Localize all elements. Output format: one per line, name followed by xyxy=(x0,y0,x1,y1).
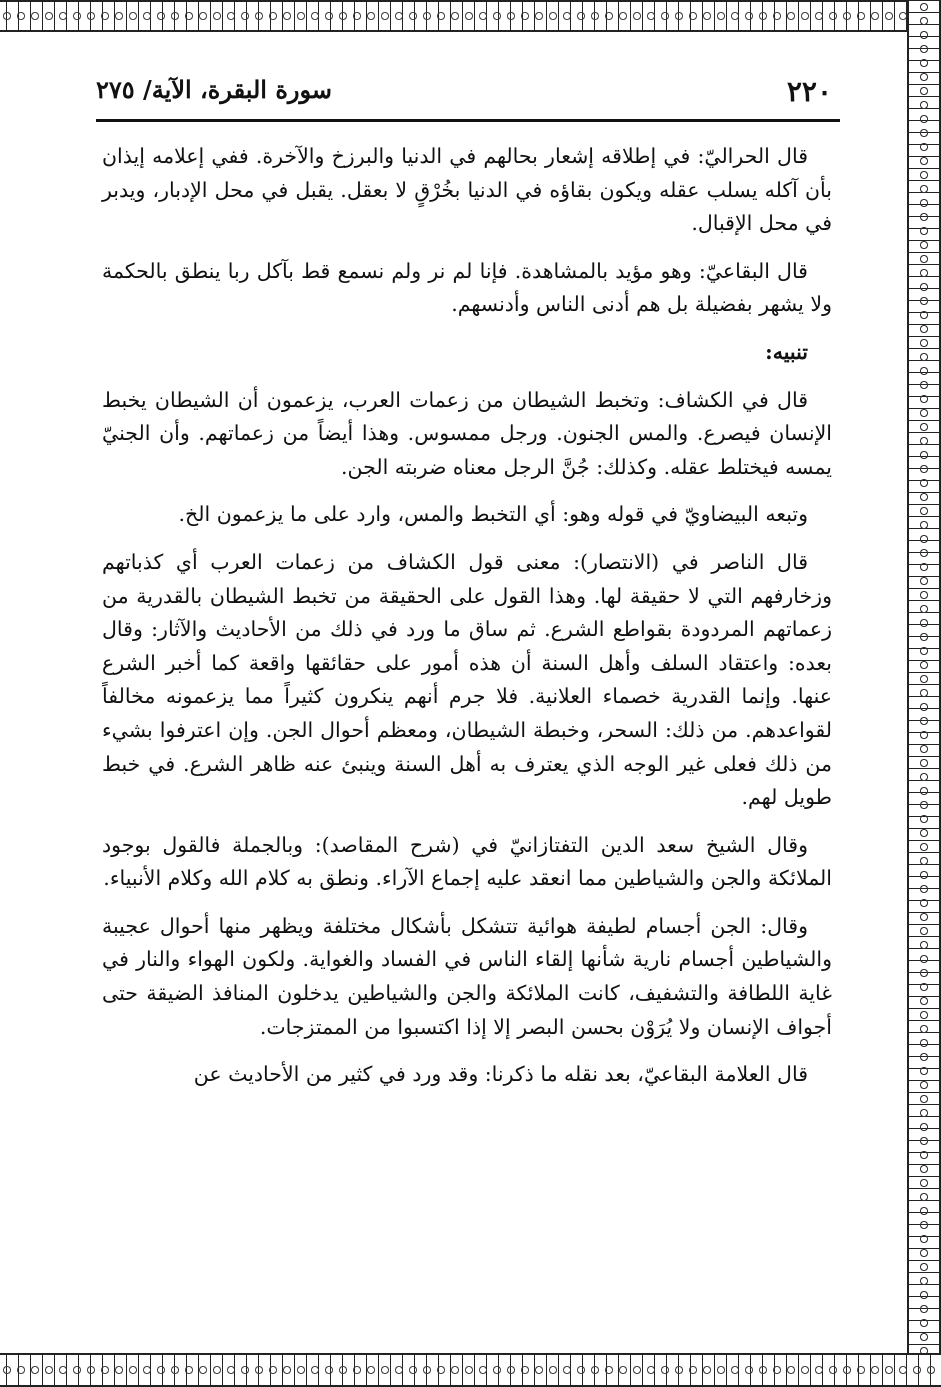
paragraph-taftazani: وقال الشيخ سعد الدين التفتازانيّ في (شرح المقاصد): وبالجملة فالقول بوجود الملائكة والجن والشياطين مما انعقد عليه إجماع الآراء. ونطق به كلام الله وكلام الأنبياء. xyxy=(102,832,832,891)
ornamental-border-top xyxy=(0,0,941,32)
ornamental-border-right xyxy=(907,0,941,1387)
ornamental-border-bottom xyxy=(0,1353,941,1387)
paragraph-baydawi: وتبعه البيضاويّ في قوله وهو: أي التخبط والمس، وارد على ما يزعمون الخ. xyxy=(178,502,808,527)
paragraph-biqai: قال البقاعيّ: وهو مؤيد بالمشاهدة. فإنا لم نر ولم نسمع قط بآكل ربا ينطق بالحكمة ولا يشهر بفضيلة بل هم أدنى الناس وأدنسهم. xyxy=(102,258,832,317)
paragraph-jinn: وقال: الجن أجسام لطيفة هوائية تتشكل بأشكال مختلفة ويظهر منها أحوال عجيبة والشياطين أجسام نارية شأنها إلقاء الناس في الفساد والغواية. ولكون الهواء والنار في غاية اللطافة والتشفيف، كانت الملائكة والجن والشياطين يدخلون المنافذ الضيقة حتى أجواف الإنسان ولا يُرَوْن بحسن البصر إلا إذا اكتسبوا من الممتزجات. xyxy=(102,913,832,1039)
page-header xyxy=(96,75,840,122)
book-page xyxy=(60,60,840,1320)
running-title: سورة البقرة، الآية/ ٢٧٥ xyxy=(96,75,333,104)
paragraph-biqai-ahadith: قال العلامة البقاعيّ، بعد نقله ما ذكرنا: وقد ورد في كثير من الأحاديث عن xyxy=(193,1062,808,1087)
section-heading-tanbih: تنبيه: xyxy=(765,339,808,364)
page-body xyxy=(102,140,832,1092)
paragraph-harali: قال الحراليّ: في إطلاقه إشعار بحالهم في الدنيا والبرزخ والآخرة. ففي إعلامه إيذان بأن آكله يسلب عقله ويكون بقاؤه في الدنيا بخُرْقٍ لا بعقل. يقبل في محل الإدبار، ويدبر في محل الإقبال. xyxy=(102,144,832,236)
paragraph-nasir: قال الناصر في (الانتصار): معنى قول الكشاف من زعمات العرب أي كذباتهم وزخارفهم التي لا حقيقة لها. وهذا القول على الحقيقة من تخبط الشيطان بالقدرية من زعماتهم المردودة بقواطع الشرع. ثم ساق ما ورد في ذلك من الأحاديث والآثار: وقال بعده: واعتقاد السلف وأهل السنة أن هذه أمور على حقائقها واقعة كما أخبر الشرع عنها. وإنما القدرية خصماء العلانية. فلا جرم أنهم ينكرون كثيراً مما يزعمونه مخالفاً لقواعدهم. من ذلك: السحر، وخبطة الشيطان، ومعظم أحوال الجن. وإن اعترفوا بشيء من ذلك فعلى غير الوجه الذي يعترف به أهل السنة وينبئ عنه ظاهر الشرع. في خبط طويل لهم. xyxy=(102,549,832,810)
paragraph-kashshaf: قال في الكشاف: وتخبط الشيطان من زعمات العرب، يزعمون أن الشيطان يخبط الإنسان فيصرع. والمس الجنون. ورجل ممسوس. وهذا أيضاً من زعماتهم. وأن الجنيّ يمسه فيختلط عقله. وكذلك: جُنَّ الرجل معناه ضربته الجن. xyxy=(102,387,832,479)
page-number: ٢٢٠ xyxy=(786,75,832,108)
